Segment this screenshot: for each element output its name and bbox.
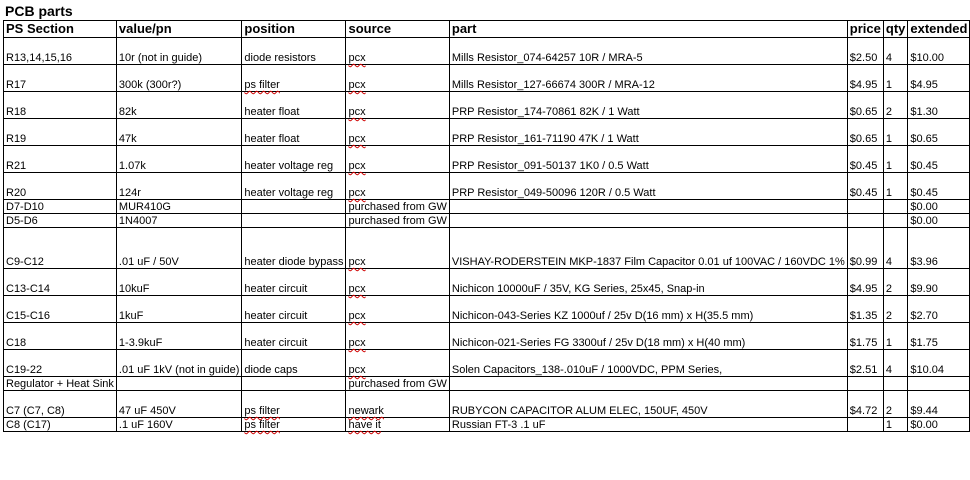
table-row: [4, 377, 970, 391]
cell-value[interactable]: 10r (not in guide): [116, 38, 241, 65]
cell-section[interactable]: C9-C12: [4, 228, 117, 269]
cell-price[interactable]: $4.95: [847, 269, 883, 296]
table-row: [4, 269, 970, 296]
table-row: [4, 146, 970, 173]
table-row: [4, 38, 970, 65]
cell-qty[interactable]: 4: [883, 38, 908, 65]
cell-extended[interactable]: $10.04: [908, 350, 970, 377]
cell-value[interactable]: 1-3.9kuF: [116, 323, 241, 350]
cell-qty[interactable]: 1: [883, 65, 908, 92]
cell-qty[interactable]: 2: [883, 391, 908, 418]
cell-section[interactable]: C13-C14: [4, 269, 117, 296]
cell-extended[interactable]: $0.45: [908, 146, 970, 173]
cell-source[interactable]: [346, 146, 449, 173]
cell-part[interactable]: RUBYCON CAPACITOR ALUM ELEC, 150UF, 450V: [449, 391, 847, 418]
cell-qty[interactable]: 2: [883, 296, 908, 323]
cell-source[interactable]: [346, 296, 449, 323]
cell-section[interactable]: R18: [4, 92, 117, 119]
cell-extended[interactable]: $2.70: [908, 296, 970, 323]
table-body: [4, 38, 970, 432]
cell-source[interactable]: [346, 92, 449, 119]
cell-section[interactable]: D5-D6: [4, 214, 117, 228]
cell-position[interactable]: diode resistors: [242, 38, 346, 65]
cell-extended[interactable]: [908, 377, 970, 391]
cell-source[interactable]: [346, 38, 449, 65]
cell-position[interactable]: heater float: [242, 92, 346, 119]
cell-section[interactable]: R21: [4, 146, 117, 173]
source-text: pcx: [348, 310, 366, 322]
cell-part[interactable]: [449, 200, 847, 214]
cell-extended[interactable]: $10.00: [908, 38, 970, 65]
cell-section[interactable]: D7-D10: [4, 200, 117, 214]
cell-extended[interactable]: $0.00: [908, 200, 970, 214]
cell-part[interactable]: Solen Capacitors_138-.010uF / 1000VDC, PPM Series,: [449, 350, 847, 377]
cell-position[interactable]: heater diode bypass: [242, 228, 346, 269]
source-text: newark: [348, 405, 384, 417]
cell-section[interactable]: C8 (C17): [4, 418, 117, 432]
cell-value[interactable]: .01 uF 1kV (not in guide): [116, 350, 241, 377]
cell-part[interactable]: Nichicon-021-Series FG 3300uf / 25v D(18 mm) x H(40 mm): [449, 323, 847, 350]
cell-value[interactable]: .01 uF / 50V: [116, 228, 241, 269]
cell-qty[interactable]: 1: [883, 173, 908, 200]
position-text: ps filter: [244, 405, 280, 417]
cell-part[interactable]: Nichicon-043-Series KZ 1000uf / 25v D(16 mm) x H(35.5 mm): [449, 296, 847, 323]
cell-source[interactable]: purchased from GW: [346, 200, 449, 214]
cell-price[interactable]: $2.51: [847, 350, 883, 377]
cell-position[interactable]: heater circuit: [242, 296, 346, 323]
cell-extended[interactable]: $0.65: [908, 119, 970, 146]
table-row: [4, 418, 970, 432]
cell-extended[interactable]: $9.44: [908, 391, 970, 418]
cell-position[interactable]: [242, 65, 346, 92]
table-row: [4, 296, 970, 323]
cell-part[interactable]: PRP Resistor_091-50137 1K0 / 0.5 Watt: [449, 146, 847, 173]
cell-price[interactable]: $0.65: [847, 92, 883, 119]
header-cell-price[interactable]: price: [847, 21, 883, 38]
source-text: pcx: [348, 256, 366, 268]
cell-price[interactable]: $0.99: [847, 228, 883, 269]
cell-position[interactable]: diode caps: [242, 350, 346, 377]
cell-position[interactable]: [242, 377, 346, 391]
table-row: [4, 200, 970, 214]
cell-source[interactable]: [346, 418, 449, 432]
cell-position[interactable]: heater voltage reg: [242, 173, 346, 200]
cell-part[interactable]: Mills Resistor_127-66674 300R / MRA-12: [449, 65, 847, 92]
cell-qty[interactable]: 1: [883, 418, 908, 432]
cell-price[interactable]: $2.50: [847, 38, 883, 65]
parts-table: [3, 20, 970, 432]
cell-price[interactable]: $4.72: [847, 391, 883, 418]
cell-qty[interactable]: 1: [883, 323, 908, 350]
cell-extended[interactable]: $0.00: [908, 418, 970, 432]
cell-qty[interactable]: 2: [883, 269, 908, 296]
cell-qty[interactable]: 4: [883, 228, 908, 269]
header-cell-extended[interactable]: extended: [908, 21, 970, 38]
cell-section[interactable]: Regulator + Heat Sink: [4, 377, 117, 391]
cell-value[interactable]: 82k: [116, 92, 241, 119]
cell-price[interactable]: $1.75: [847, 323, 883, 350]
cell-value[interactable]: 1N4007: [116, 214, 241, 228]
cell-price[interactable]: [847, 200, 883, 214]
cell-price[interactable]: $0.45: [847, 146, 883, 173]
cell-part[interactable]: Nichicon 10000uF / 35V, KG Series, 25x45, Snap-in: [449, 269, 847, 296]
header-cell-source[interactable]: source: [346, 21, 449, 38]
cell-price[interactable]: $4.95: [847, 65, 883, 92]
cell-extended[interactable]: $1.30: [908, 92, 970, 119]
cell-qty[interactable]: 2: [883, 92, 908, 119]
cell-price[interactable]: $0.45: [847, 173, 883, 200]
source-text: pcx: [348, 337, 366, 349]
cell-price[interactable]: [847, 418, 883, 432]
cell-position[interactable]: [242, 391, 346, 418]
cell-position[interactable]: heater circuit: [242, 323, 346, 350]
cell-source[interactable]: [346, 350, 449, 377]
cell-position[interactable]: heater float: [242, 119, 346, 146]
cell-position[interactable]: heater circuit: [242, 269, 346, 296]
cell-extended[interactable]: $0.45: [908, 173, 970, 200]
source-text: pcx: [348, 160, 366, 172]
cell-position[interactable]: [242, 418, 346, 432]
cell-qty[interactable]: 1: [883, 146, 908, 173]
cell-section[interactable]: R19: [4, 119, 117, 146]
cell-value[interactable]: 47 uF 450V: [116, 391, 241, 418]
cell-position[interactable]: [242, 214, 346, 228]
cell-price[interactable]: $1.35: [847, 296, 883, 323]
cell-value[interactable]: 124r: [116, 173, 241, 200]
cell-value[interactable]: [116, 377, 241, 391]
table-row: [4, 391, 970, 418]
cell-position[interactable]: [242, 200, 346, 214]
source-text: pcx: [348, 364, 366, 376]
source-text: pcx: [348, 52, 366, 64]
cell-source[interactable]: [346, 173, 449, 200]
cell-price[interactable]: $0.65: [847, 119, 883, 146]
source-text: pcx: [348, 187, 366, 199]
source-text: pcx: [348, 106, 366, 118]
cell-extended[interactable]: $1.75: [908, 323, 970, 350]
cell-extended[interactable]: $9.90: [908, 269, 970, 296]
cell-part[interactable]: VISHAY-RODERSTEIN MKP-1837 Film Capacitor 0.01 uf 100VAC / 160VDC 1%: [449, 228, 847, 269]
cell-position[interactable]: heater voltage reg: [242, 146, 346, 173]
cell-part[interactable]: [449, 214, 847, 228]
table-row: [4, 65, 970, 92]
cell-part[interactable]: PRP Resistor_161-71190 47K / 1 Watt: [449, 119, 847, 146]
cell-source[interactable]: [346, 65, 449, 92]
cell-section[interactable]: R17: [4, 65, 117, 92]
cell-value[interactable]: MUR410G: [116, 200, 241, 214]
header-row: [4, 21, 970, 38]
cell-value[interactable]: 1kuF: [116, 296, 241, 323]
position-text: ps filter: [244, 419, 280, 431]
table-row: [4, 119, 970, 146]
cell-extended[interactable]: $0.00: [908, 214, 970, 228]
header-cell-part[interactable]: part: [449, 21, 847, 38]
position-text: ps filter: [244, 79, 280, 91]
sheet-title[interactable]: PCB parts: [5, 3, 73, 19]
cell-qty[interactable]: 1: [883, 119, 908, 146]
cell-source[interactable]: [346, 269, 449, 296]
cell-part[interactable]: Russian FT-3 .1 uF: [449, 418, 847, 432]
source-text: pcx: [348, 79, 366, 91]
cell-qty[interactable]: [883, 377, 908, 391]
table-row: [4, 228, 970, 269]
cell-value[interactable]: .1 uF 160V: [116, 418, 241, 432]
cell-source[interactable]: [346, 228, 449, 269]
cell-section[interactable]: C19-22: [4, 350, 117, 377]
cell-source[interactable]: [346, 391, 449, 418]
header-cell-section[interactable]: PS Section: [4, 21, 117, 38]
cell-extended[interactable]: $3.96: [908, 228, 970, 269]
cell-source[interactable]: [346, 323, 449, 350]
cell-part[interactable]: [449, 377, 847, 391]
cell-value[interactable]: 10kuF: [116, 269, 241, 296]
cell-qty[interactable]: [883, 200, 908, 214]
cell-part[interactable]: PRP Resistor_049-50096 120R / 0.5 Watt: [449, 173, 847, 200]
table-row: [4, 323, 970, 350]
cell-source[interactable]: [346, 119, 449, 146]
source-text: pcx: [348, 133, 366, 145]
table-row: [4, 350, 970, 377]
cell-part[interactable]: Mills Resistor_074-64257 10R / MRA-5: [449, 38, 847, 65]
cell-source[interactable]: purchased from GW: [346, 214, 449, 228]
table-row: [4, 92, 970, 119]
cell-section[interactable]: C7 (C7, C8): [4, 391, 117, 418]
header-cell-value[interactable]: value/pn: [116, 21, 241, 38]
cell-extended[interactable]: $4.95: [908, 65, 970, 92]
cell-value[interactable]: 1.07k: [116, 146, 241, 173]
cell-section[interactable]: C15-C16: [4, 296, 117, 323]
source-text: pcx: [348, 283, 366, 295]
cell-price[interactable]: [847, 214, 883, 228]
cell-source[interactable]: purchased from GW: [346, 377, 449, 391]
cell-section[interactable]: C18: [4, 323, 117, 350]
header-cell-position[interactable]: position: [242, 21, 346, 38]
cell-part[interactable]: PRP Resistor_174-70861 82K / 1 Watt: [449, 92, 847, 119]
cell-qty[interactable]: 4: [883, 350, 908, 377]
table-row: [4, 214, 970, 228]
source-text: have it: [348, 419, 381, 431]
cell-price[interactable]: [847, 377, 883, 391]
header-cell-qty[interactable]: qty: [883, 21, 908, 38]
cell-value[interactable]: 47k: [116, 119, 241, 146]
cell-section[interactable]: R13,14,15,16: [4, 38, 117, 65]
cell-qty[interactable]: [883, 214, 908, 228]
cell-section[interactable]: R20: [4, 173, 117, 200]
cell-value[interactable]: 300k (300r?): [116, 65, 241, 92]
table-row: [4, 173, 970, 200]
